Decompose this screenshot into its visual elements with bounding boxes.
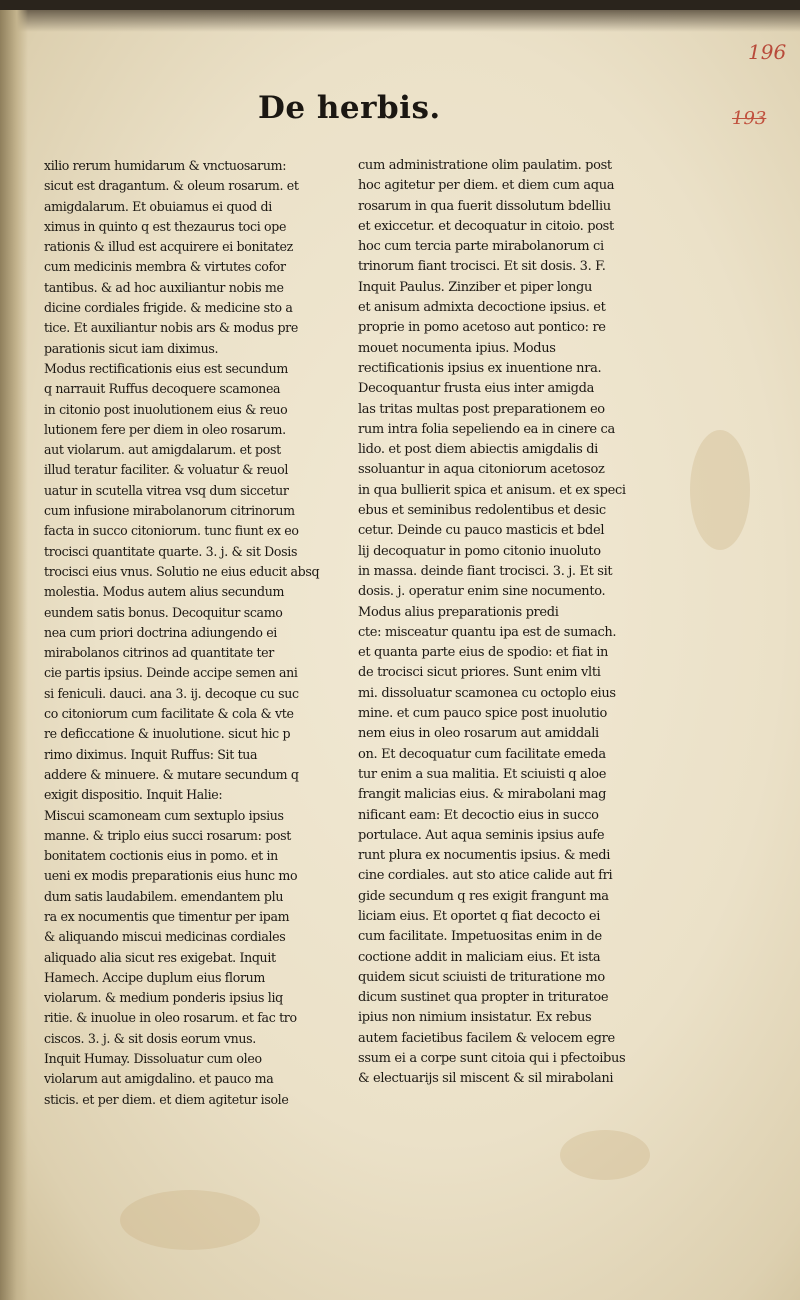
text-line: si feniculi. dauci. ana 3. ij. decoque cu suc (44, 685, 299, 701)
text-line: cum administratione olim paulatim. post (358, 158, 612, 173)
text-line: on. Et decoquatur cum facilitate emeda (358, 746, 606, 762)
text-line: eundem satis bonus. Decoquitur scamo (44, 604, 283, 620)
text-line: aut violarum. aut amigdalarum. et post (44, 442, 281, 458)
folio-number: 196 (748, 40, 787, 64)
text-line: manne. & triplo eius succi rosarum: post (44, 827, 291, 843)
text-line: dosis. j. operatur enim sine nocumento. (358, 584, 606, 600)
text-line: ebus et seminibus redolentibus et desic (358, 503, 606, 519)
text-line: mouet nocumenta ipius. Modus (358, 340, 556, 356)
text-line: Modus alius preparationis predi (358, 604, 559, 620)
text-line: cum medicinis membra & virtutes cofor (44, 259, 286, 275)
text-line: molestia. Modus autem alius secundum (44, 584, 285, 600)
text-line: cie partis ipsius. Deinde accipe semen ani (44, 665, 298, 681)
text-line: mine. et cum pauco spice post inuolutio (358, 706, 607, 722)
text-line: las tritas multas post preparationem eo (358, 401, 605, 417)
text-line: coctione addit in maliciam eius. Et ista (358, 949, 601, 965)
paper-stain (120, 1190, 260, 1250)
text-line: in massa. deinde fiant trocisci. 3. j. Et sit (358, 563, 613, 579)
old-folio-number: 193 (732, 108, 767, 129)
text-line: co citoniorum cum facilitate & cola & vte (44, 706, 294, 722)
text-line: ximus in quinto q est thezaurus toci ope (44, 218, 287, 234)
text-line: gide secundum q res exigit frangunt ma (358, 888, 609, 904)
text-line: ritie. & inuolue in oleo rosarum. et fac tro (44, 1010, 297, 1026)
page-gutter-shadow (0, 10, 28, 1300)
text-line: rimo diximus. Inquit Ruffus: Sit tua (44, 746, 258, 762)
text-line: frangit malicias eius. & mirabolani mag (358, 787, 607, 803)
text-line: ciscos. 3. j. & sit dosis eorum vnus. (44, 1030, 256, 1046)
text-line: dicine cordiales frigide. & medicine sto a (44, 300, 293, 316)
text-line: sticis. et per diem. et diem agitetur isole (44, 1091, 289, 1107)
text-line: autem facietibus facilem & velocem egre (358, 1030, 615, 1046)
text-line: trocisci quantitate quarte. 3. j. & sit Dosis (44, 543, 298, 559)
text-line: lutionem fere per diem in oleo rosarum. (44, 421, 286, 437)
text-line: re deficcatione & inuolutione. sicut hic p (44, 726, 291, 742)
paper-stain (690, 430, 750, 550)
text-line: Decoquantur frusta eius inter amigda (358, 381, 595, 397)
right-text-column (358, 156, 656, 1090)
text-line: Miscui scamoneam cum sextuplo ipsius (44, 807, 284, 823)
text-line: ssum ei a corpe sunt citoia qui i pfectoibus (358, 1051, 626, 1067)
text-line: & electuarijs sil miscent & sil mirabolani (358, 1071, 614, 1087)
text-line: bonitatem coctionis eius in pomo. et in (44, 848, 278, 864)
manuscript-page (0, 10, 800, 1300)
left-text-column (44, 156, 326, 1110)
text-line: in qua bullierit spica et anisum. et ex speci (358, 482, 626, 498)
text-line: parationis sicut iam diximus. (44, 340, 219, 356)
text-line: lij decoquatur in pomo citonio inuoluto (358, 543, 601, 559)
text-line: q narrauit Ruffus decoquere scamonea (44, 381, 281, 397)
text-line: Modus rectificationis eius est secundum (44, 360, 288, 376)
text-line: tice. Et auxiliantur nobis ars & modus pre (44, 320, 298, 336)
text-line: cine cordiales. aut sto atice calide aut fri (358, 868, 613, 884)
text-line: uatur in scutella vitrea vsq dum siccetur (44, 482, 289, 498)
text-line: mi. dissoluatur scamonea cu octoplo eius (358, 685, 616, 701)
text-line: dicum sustinet qua propter in trituratoe (358, 990, 609, 1006)
text-line: illud teratur faciliter. & voluatur & reuol (44, 462, 289, 478)
paper-stain (560, 1130, 650, 1180)
text-line: Inquit Humay. Dissoluatur cum oleo (44, 1051, 262, 1067)
text-line: tantibus. & ad hoc auxiliantur nobis me (44, 279, 284, 295)
text-line: lido. et post diem abiectis amigdalis di (358, 442, 598, 458)
text-line: exigit dispositio. Inquit Halie: (44, 787, 223, 803)
text-line: et exiccetur. et decoquatur in citoio. post (358, 218, 614, 234)
text-line: portulace. Aut aqua seminis ipsius aufe (358, 827, 605, 843)
text-line: rectificationis ipsius ex inuentione nra. (358, 360, 602, 376)
text-line: ipius non nimium insistatur. Ex rebus (358, 1010, 592, 1026)
text-line: sicut est dragantum. & oleum rosarum. et (44, 178, 299, 194)
text-line: facta in succo citoniorum. tunc fiunt ex eo (44, 523, 299, 539)
text-line: violarum aut amigdalino. et pauco ma (44, 1071, 274, 1087)
text-line: tur enim a sua malitia. Et sciuisti q aloe (358, 766, 607, 782)
text-line: proprie in pomo acetoso aut pontico: re (358, 320, 606, 336)
text-line: ueni ex modis preparationis eius hunc mo (44, 868, 298, 884)
text-line: et quanta parte eius de spodio: et fiat in (358, 645, 609, 661)
text-line: hoc cum tercia parte mirabolanorum ci (358, 239, 604, 255)
text-line: quidem sicut sciuisti de trituratione mo (358, 969, 605, 985)
text-line: & aliquando miscui medicinas cordiales (44, 929, 286, 945)
text-line: ssoluantur in aqua citoniorum acetosoz (358, 462, 605, 478)
text-line: cum infusione mirabolanorum citrinorum (44, 503, 295, 519)
text-line: addere & minuere. & mutare secundum q (44, 766, 299, 782)
text-line: ra ex nocumentis que timentur per ipam (44, 908, 290, 924)
text-line: Hamech. Accipe duplum eius florum (44, 969, 265, 985)
text-line: cetur. Deinde cu pauco masticis et bdel (358, 523, 605, 539)
text-line: rum intra folia sepeliendo ea in cinere ca (358, 421, 615, 437)
text-line: rosarum in qua fuerit dissolutum bdelliu (358, 198, 611, 214)
text-line: cum facilitate. Impetuositas enim in de (358, 929, 602, 945)
text-line: nem eius in oleo rosarum aut amiddali (358, 726, 599, 742)
text-line: aliquado alia sicut res exigebat. Inquit (44, 949, 276, 965)
text-line: violarum. & medium ponderis ipsius liq (44, 990, 283, 1006)
text-line: runt plura ex nocumentis ipsius. & medi (358, 848, 611, 864)
text-line: nea cum priori doctrina adiungendo ei (44, 624, 277, 640)
text-line: xilio rerum humidarum & vnctuosarum: (44, 158, 287, 173)
text-line: hoc agitetur per diem. et diem cum aqua (358, 178, 615, 194)
text-line: nificant eam: Et decoctio eius in succo (358, 807, 599, 823)
text-line: cte: misceatur quantu ipa est de sumach. (358, 624, 617, 640)
text-line: trinorum fiant trocisci. Et sit dosis. 3. F. (358, 259, 606, 275)
text-line: mirabolanos citrinos ad quantitate ter (44, 645, 274, 661)
text-line: de trocisci sicut priores. Sunt enim vlti (358, 665, 601, 681)
text-line: trocisci eius vnus. Solutio ne eius educit absq (44, 563, 320, 579)
page-top-shadow (0, 10, 800, 32)
running-head: De herbis. (258, 90, 441, 126)
text-line: liciam eius. Et oportet q fiat decocto ei (358, 908, 601, 924)
text-line: dum satis laudabilem. emendantem plu (44, 888, 284, 904)
text-line: in citonio post inuolutionem eius & reuo (44, 401, 288, 417)
text-line: Inquit Paulus. Zinziber et piper longu (358, 279, 593, 295)
text-line: rationis & illud est acquirere ei bonitatez (44, 239, 293, 255)
text-line: et anisum admixta decoctione ipsius. et (358, 300, 606, 316)
text-line: amigdalarum. Et obuiamus ei quod di (44, 198, 272, 214)
